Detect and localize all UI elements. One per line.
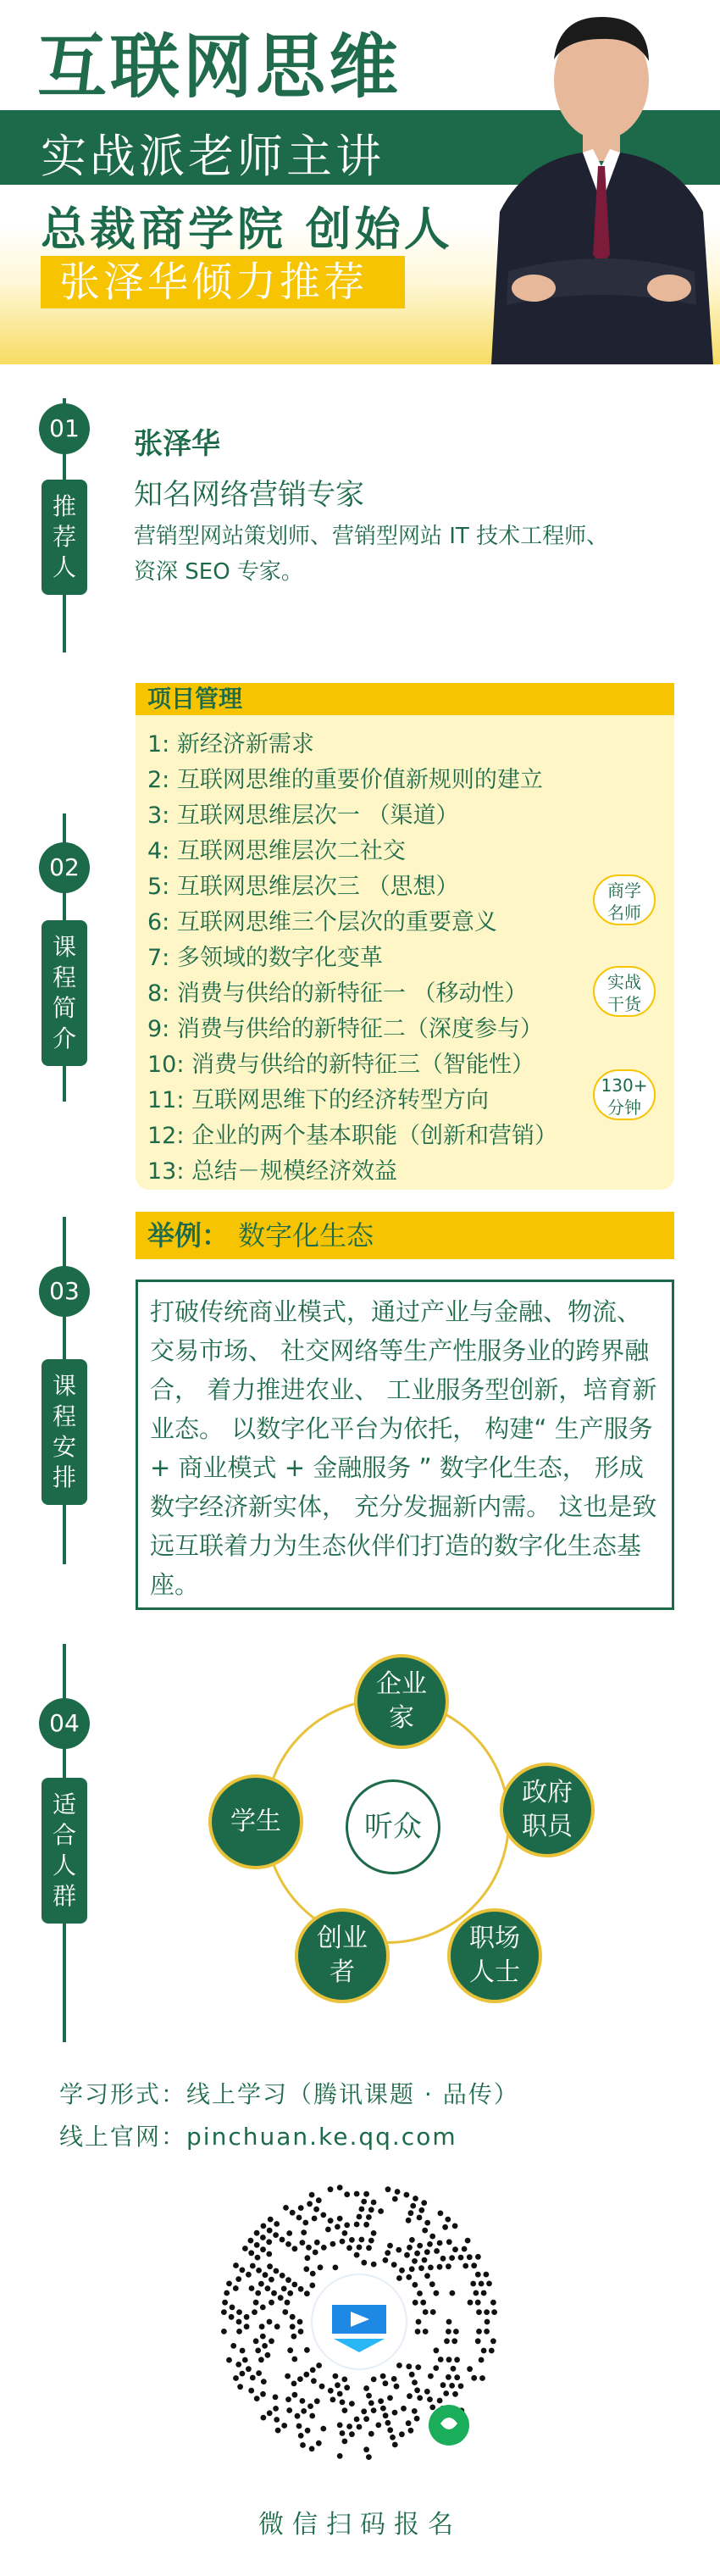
tag-char: 荐: [52, 523, 76, 551]
recommender-description-line: 资深 SEO 专家。: [134, 559, 303, 585]
wechat-qr-code[interactable]: [215, 2178, 503, 2466]
teacher-portrait: [474, 0, 720, 364]
section-tag-course-intro: [42, 920, 87, 1066]
teacher-role: 总裁商学院 创始人: [41, 203, 453, 256]
course-item: 8: 消费与供给的新特征一 （移动性）: [147, 980, 528, 1007]
course-item: 11: 互联网思维下的经济转型方向: [147, 1087, 490, 1113]
course-subtitle: 实战派老师主讲: [41, 130, 385, 183]
node-line: 政府: [522, 1778, 573, 1807]
node-line: 者: [330, 1957, 355, 1987]
section-number-04: 04: [39, 1698, 90, 1749]
section-tag-recommender: [42, 480, 87, 595]
tag-char: 安: [52, 1433, 76, 1461]
audience-professional: [447, 1908, 542, 2003]
badge-famous-teacher: [593, 874, 656, 925]
tag-char: 介: [52, 1024, 76, 1052]
badge-line: 商学: [607, 880, 641, 901]
node-line: 职场: [469, 1924, 520, 1953]
tag-char: 群: [52, 1882, 76, 1910]
node-line: 企业: [376, 1669, 427, 1699]
audience-founder: [295, 1908, 390, 2003]
example-header: [136, 1212, 674, 1259]
official-site-label: 线上官网：: [59, 2123, 187, 2151]
course-item: 12: 企业的两个基本职能（创新和营销）: [147, 1123, 558, 1149]
tag-char: 人: [52, 553, 76, 581]
course-title: 互联网思维: [37, 27, 402, 108]
course-item: 4: 互联网思维层次二社交: [147, 838, 406, 864]
course-item: 13: 总结－规模经济效益: [147, 1158, 398, 1185]
section-number-02: 02: [39, 842, 90, 893]
course-item: 6: 互联网思维三个层次的重要意义: [147, 909, 497, 935]
tag-char: 排: [52, 1463, 76, 1491]
tag-char: 程: [52, 1402, 76, 1430]
badge-line: 名师: [607, 902, 641, 923]
section-number-03: 03: [39, 1266, 90, 1317]
recommender-title: 知名网络营销专家: [134, 478, 364, 512]
recommender-description: [134, 519, 676, 590]
course-item: 9: 消费与供给的新特征二（深度参与）: [147, 1016, 543, 1042]
node-line: 家: [389, 1703, 414, 1733]
audience-student: [208, 1774, 303, 1869]
tag-char: 人: [52, 1852, 76, 1879]
badge-line: 干货: [607, 994, 641, 1014]
tag-char: 程: [52, 963, 76, 991]
recommender-description-line: 营销型网站策划师、营销型网站 IT 技术工程师、: [134, 524, 609, 549]
example-header-topic: 数字化生态: [238, 1219, 374, 1252]
tag-char: 课: [52, 1372, 76, 1400]
node-line: 人士: [469, 1957, 520, 1987]
course-outline-list: [147, 727, 622, 1190]
badge-practical: [593, 966, 656, 1017]
course-item: 5: 互联网思维层次三 （思想）: [147, 874, 459, 900]
course-item: 7: 多领域的数字化变革: [147, 945, 383, 971]
badge-line: 实战: [607, 972, 641, 992]
tag-char: 适: [52, 1790, 76, 1818]
section-number-01: 01: [39, 403, 90, 454]
tag-char: 推: [52, 492, 76, 520]
badge-line: 分钟: [607, 1097, 641, 1118]
example-header-label: 举例：: [147, 1219, 230, 1252]
tag-char: 课: [52, 933, 76, 961]
tag-char: 简: [52, 994, 76, 1022]
scan-to-register: 微信扫码报名: [258, 2510, 462, 2540]
course-item: 3: 互联网思维层次一 （渠道）: [147, 802, 459, 829]
course-item: 10: 消费与供给的新特征三（智能性）: [147, 1052, 535, 1078]
recommend-banner: 张泽华倾力推荐: [41, 256, 405, 308]
node-line: 创业: [317, 1924, 368, 1953]
example-text: 打破传统商业模式，通过产业与金融、物流、交易市场、 社交网络等生产性服务业的跨界融合， 着力推进农业、 工业服务型创新，培育新业态。 以数字化平台为依托， 构建“ 生产服务 + 商业模式 + 金融服务 ” 数字化生态， 形成数字经济新实体， 充分发掘新内需。 这也是致远互联着力为生态伙伴们打造的数字化生态基座。: [136, 1280, 674, 1610]
badge-line: 130+: [601, 1075, 648, 1096]
hero-banner: [0, 0, 720, 364]
learning-mode-label: 学习形式：: [59, 2080, 187, 2108]
audience-center: 听众: [346, 1779, 440, 1874]
course-item: 2: 互联网思维的重要价值新规则的建立: [147, 767, 543, 793]
node-line: 职员: [522, 1812, 573, 1841]
tag-char: 合: [52, 1821, 76, 1849]
course-item: 1: 新经济新需求: [147, 731, 314, 758]
recommender-name: 张泽华: [134, 427, 220, 461]
course-outline-header: 项目管理: [136, 683, 674, 715]
learning-mode-value: 线上学习（腾讯课题 · 品传）: [186, 2080, 519, 2108]
audience-entrepreneur: [354, 1654, 449, 1749]
audience-government: [500, 1763, 595, 1857]
badge-duration: [593, 1069, 656, 1120]
official-site-link[interactable]: pinchuan.ke.qq.com: [186, 2123, 457, 2151]
official-site: [59, 2118, 457, 2152]
node-line: 学生: [230, 1807, 281, 1836]
section-tag-schedule: [42, 1359, 87, 1505]
section-tag-audience: [42, 1778, 87, 1924]
learning-mode: [59, 2076, 519, 2110]
